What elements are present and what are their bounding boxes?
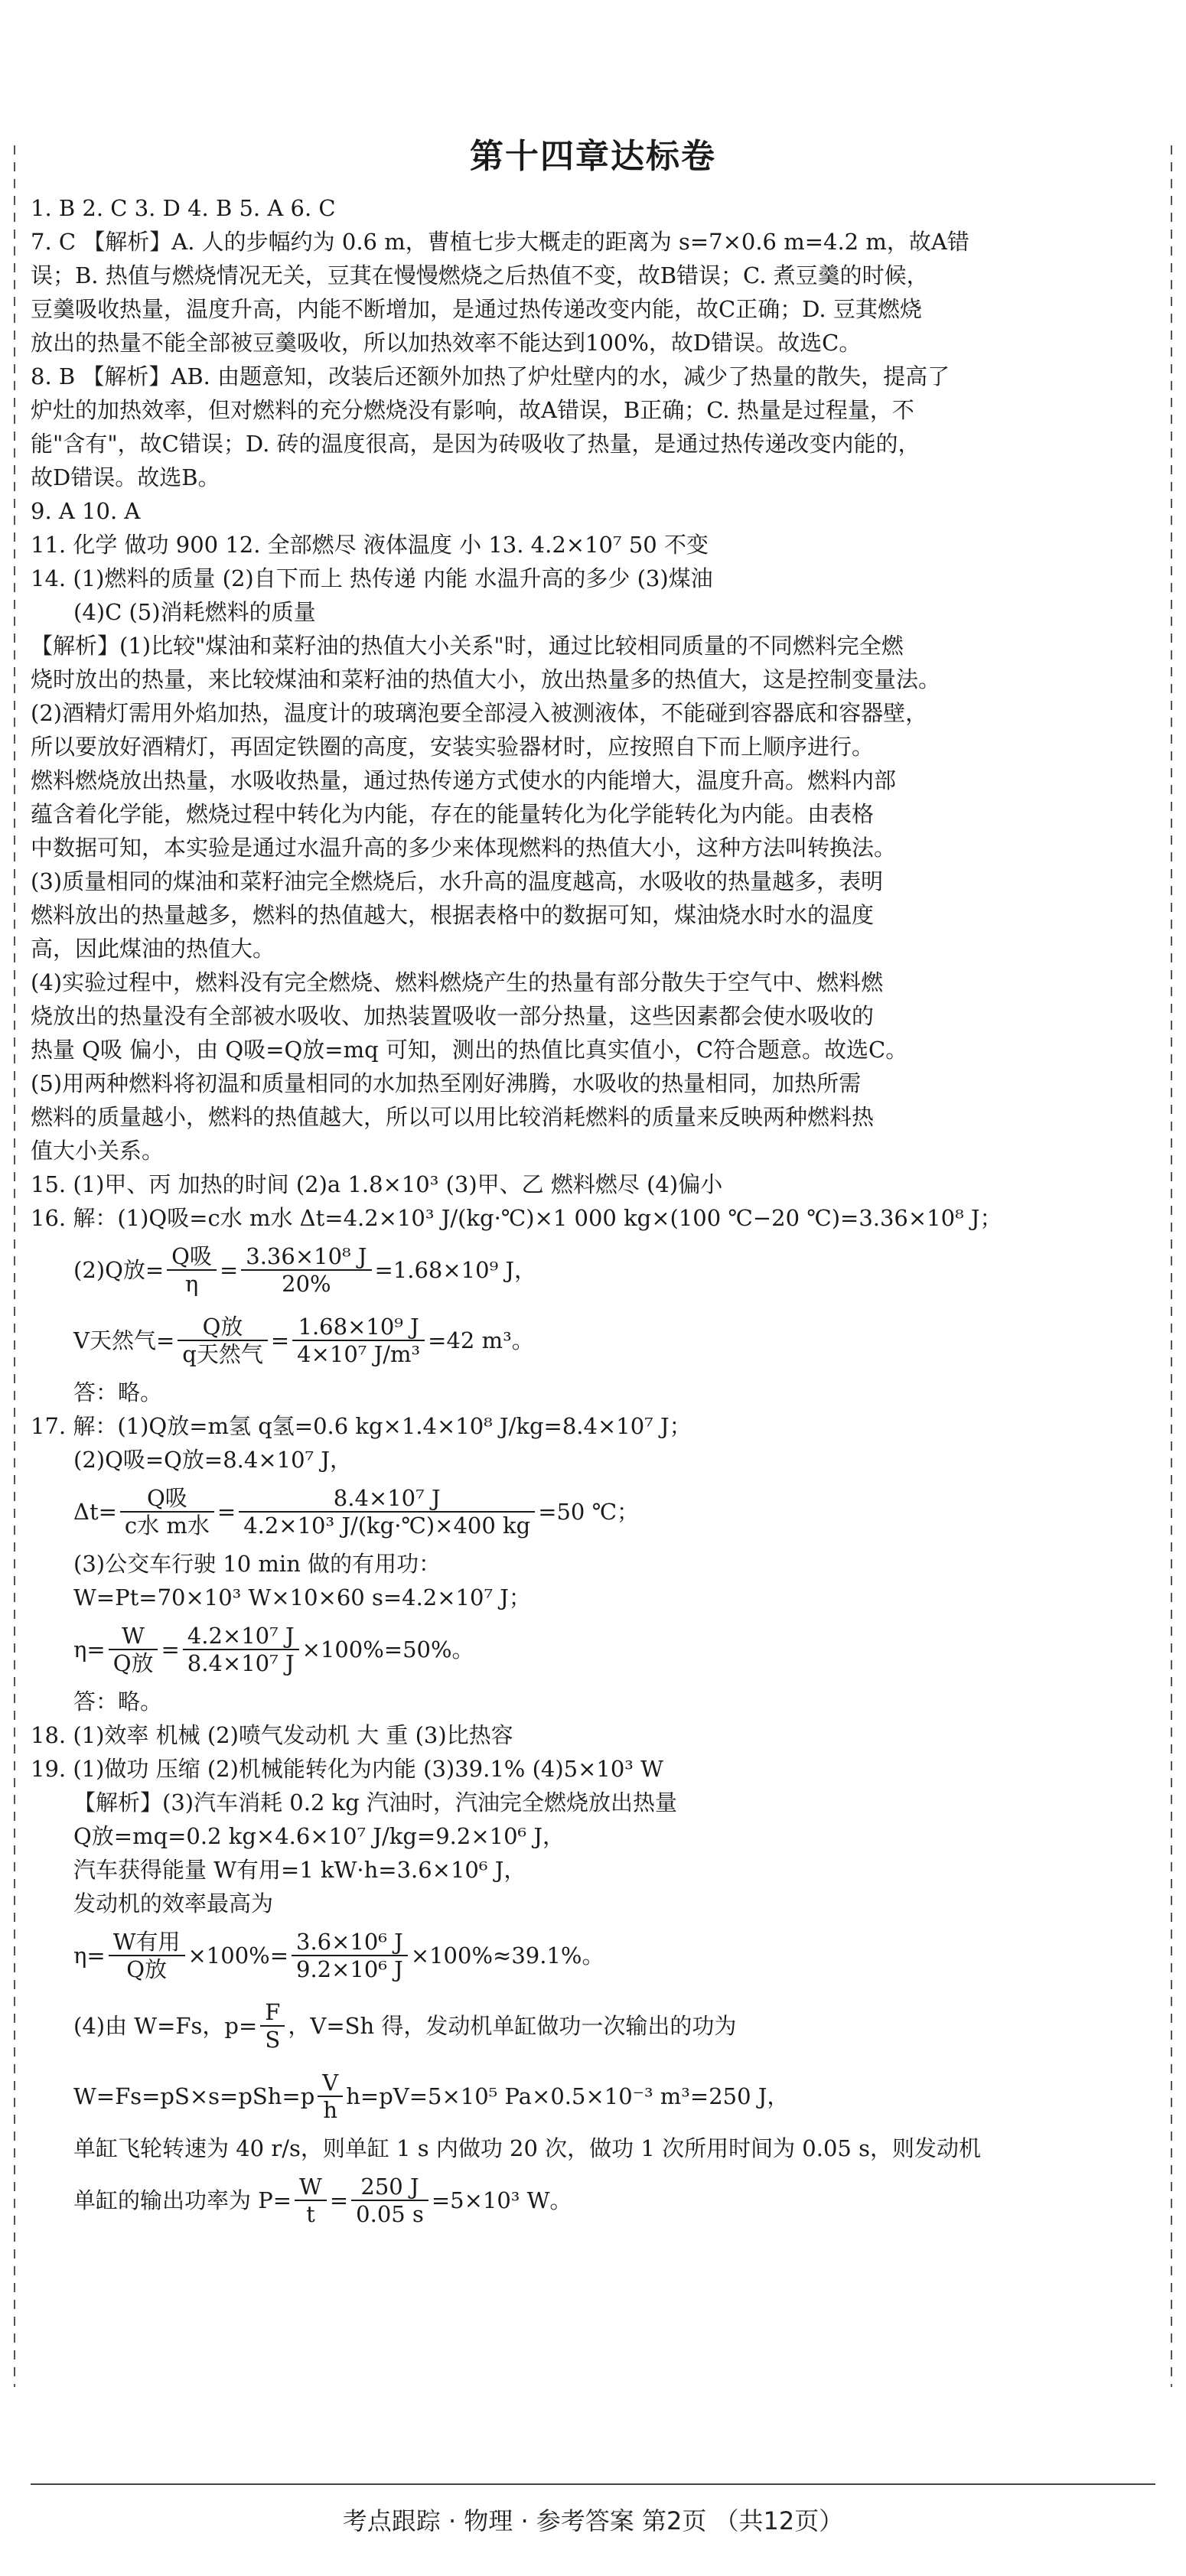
answer-omitted: 答：略。 bbox=[73, 1379, 163, 1405]
answer-line: 误；B. 热值与燃烧情况无关，豆萁在慢慢燃烧之后热值不变，故B错误；C. 煮豆羹的时候， bbox=[31, 262, 929, 288]
analysis-line: (5)用两种燃料将初温和质量相同的水加热至刚好沸腾，水吸收的热量相同，加热所需 bbox=[31, 1070, 862, 1096]
answer-line: 11. 化学 做功 900 12. 全部燃尽 液体温度 小 13. 4.2×10⁷ 50 不变 bbox=[31, 532, 709, 558]
analysis-line: 热量 Q吸 偏小，由 Q吸=Q放=mq 可知，测出的热值比真实值小，C符合题意。故选C。 bbox=[31, 1037, 908, 1063]
answer-line: W=Pt=70×10³ W×10×60 s=4.2×10⁷ J； bbox=[73, 1584, 531, 1610]
fraction: $\frac{F}{S}$ bbox=[260, 1999, 285, 2053]
fraction: $\frac{V}{h}$ bbox=[318, 2070, 343, 2123]
formula-17-dt: Δt= $\frac{\text{Q吸}}{\text{c水 m水}}$ = $\frac{\text{8.4×10⁷ J}}{\text{4.2×10³ J/(kg·℃)×400 kg}}$ =50 ℃； bbox=[73, 1485, 640, 1539]
right-dashed-border bbox=[1171, 145, 1172, 2387]
analysis-line: 值大小关系。 bbox=[31, 1138, 165, 1164]
answer-line: (3)公交车行驶 10 min 做的有用功： bbox=[73, 1551, 441, 1577]
fraction: $\frac{\text{Q吸}}{\eta}$ bbox=[167, 1243, 217, 1297]
answer-line: 8. B 【解析】AB. 由题意知，改装后还额外加热了炉灶壁内的水，减少了热量的散失，提高了 bbox=[31, 363, 950, 389]
answer-line: 19. (1)做功 压缩 (2)机械能转化为内能 (3)39.1% (4)5×10³ W bbox=[31, 1756, 663, 1782]
answer-line: 1. B 2. C 3. D 4. B 5. A 6. C bbox=[31, 195, 336, 221]
analysis-line: 燃料的质量越小，燃料的热值越大，所以可以用比较消耗燃料的质量来反映两种燃料热 bbox=[31, 1104, 875, 1130]
analysis-line: 燃料放出的热量越多，燃料的热值越大，根据表格中的数据可知，煤油烧水时水的温度 bbox=[31, 902, 875, 928]
formula-19-work: W=Fs=pS×s=pSh=p $\frac{V}{h}$ h=pV=5×10⁵ Pa×0.5×10⁻³ m³=250 J， bbox=[73, 2070, 790, 2123]
answer-content bbox=[31, 130, 1155, 2236]
fraction: $\frac{\text{Q放}}{\text{q天然气}}$ bbox=[178, 1314, 268, 1367]
analysis-line: 烧时放出的热量，来比较煤油和菜籽油的热值大小，放出热量多的热值大，这是控制变量法。 bbox=[31, 666, 941, 692]
formula-16-volume: V天然气= $\frac{\text{Q放}}{\text{q天然气}}$ = $\frac{\text{1.68×10⁹ J}}{\text{4×10⁷ J/m³}}$ =42 m³。 bbox=[73, 1314, 534, 1367]
analysis-line: Q放=mq=0.2 kg×4.6×10⁷ J/kg=9.2×10⁶ J， bbox=[73, 1823, 565, 1849]
fraction: $\frac{250 J}{0.05 s}$ bbox=[351, 2174, 428, 2227]
answer-line: 17. 解：(1)Q放=m氢 q氢=0.6 kg×1.4×10⁸ J/kg=8.4×10⁷ J； bbox=[31, 1413, 692, 1439]
answer-line: 炉灶的加热效率，但对燃料的充分燃烧没有影响，故A错误，B正确；C. 热量是过程量，不 bbox=[31, 397, 914, 423]
answer-line: 14. (1)燃料的质量 (2)自下而上 热传递 内能 水温升高的多少 (3)煤油 bbox=[31, 565, 713, 591]
analysis-line: 中数据可知，本实验是通过水温升高的多少来体现燃料的热值大小，这种方法叫转换法。 bbox=[31, 835, 897, 861]
answer-line: 9. A 10. A bbox=[31, 498, 141, 524]
fraction: $\frac{\text{3.36×10⁸ J}}{20\%}$ bbox=[241, 1243, 371, 1297]
analysis-line: 高，因此煤油的热值大。 bbox=[31, 936, 275, 962]
fraction: $\frac{\text{Q吸}}{\text{c水 m水}}$ bbox=[120, 1485, 214, 1539]
formula-19-pressure: (4)由 W=Fs，p= $\frac{F}{S}$ ，V=Sh 得，发动机单缸做功一次输出的功为 bbox=[73, 1999, 737, 2053]
answer-line: 18. (1)效率 机械 (2)喷气发动机 大 重 (3)比热容 bbox=[31, 1722, 513, 1748]
fraction: $\frac{W}{t}$ bbox=[295, 2174, 327, 2227]
answer-line: 16. 解：(1)Q吸=c水 m水 Δt=4.2×10³ J/(kg·℃)×1 000 kg×(100 ℃−20 ℃)=3.36×10⁸ J； bbox=[31, 1205, 1002, 1231]
answer-line: (2)Q吸=Q放=8.4×10⁷ J， bbox=[73, 1447, 353, 1473]
answer-line: 故D错误。故选B。 bbox=[31, 464, 220, 490]
fraction: $\frac{\text{3.6×10⁶ J}}{\text{9.2×10⁶ J}}$ bbox=[292, 1929, 408, 1982]
analysis-line: 汽车获得能量 W有用=1 kW·h=3.6×10⁶ J， bbox=[73, 1857, 526, 1883]
left-dashed-border bbox=[14, 145, 15, 2387]
formula-17-eta: η= $\frac{W}{\text{Q放}}$ = $\frac{\text{4.2×10⁷ J}}{\text{8.4×10⁷ J}}$ ×100%=50%。 bbox=[73, 1623, 474, 1676]
page-title: 第十四章达标卷 bbox=[470, 137, 716, 176]
fraction: $\frac{W}{\text{Q放}}$ bbox=[109, 1623, 158, 1676]
fraction: $\frac{\text{4.2×10⁷ J}}{\text{8.4×10⁷ J}}$ bbox=[183, 1623, 299, 1676]
analysis-line: 【解析】(1)比较"煤油和菜籽油的热值大小关系"时，通过比较相同质量的不同燃料完全燃 bbox=[31, 633, 904, 659]
analysis-line: 烧放出的热量没有全部被水吸收、加热装置吸收一部分热量，这些因素都会使水吸收的 bbox=[31, 1003, 875, 1029]
analysis-line: 蕴含着化学能，燃烧过程中转化为内能，存在的能量转化为化学能转化为内能。由表格 bbox=[31, 801, 875, 827]
formula-16-2: (2)Q放= $\frac{\text{Q吸}}{\eta}$ = $\frac{\text{3.36×10⁸ J}}{20\%}$ =1.68×10⁹ J， bbox=[73, 1243, 537, 1297]
analysis-line: (2)酒精灯需用外焰加热，温度计的玻璃泡要全部浸入被测液体，不能碰到容器底和容器壁， bbox=[31, 700, 928, 726]
answer-line: 15. (1)甲、丙 加热的时间 (2)a 1.8×10³ (3)甲、乙 燃料燃尽 (4)偏小 bbox=[31, 1171, 723, 1197]
analysis-line: (4)实验过程中，燃料没有完全燃烧、燃料燃烧产生的热量有部分散失于空气中、燃料燃 bbox=[31, 969, 884, 995]
fraction: $\frac{\text{8.4×10⁷ J}}{\text{4.2×10³ J/(kg·℃)×400 kg}}$ bbox=[239, 1485, 535, 1539]
answer-line: 豆羹吸收热量，温度升高，内能不断增加，是通过热传递改变内能，故C正确；D. 豆萁燃烧 bbox=[31, 296, 922, 322]
answer-omitted: 答：略。 bbox=[73, 1689, 163, 1715]
analysis-line: (3)质量相同的煤油和菜籽油完全燃烧后，水升高的温度越高，水吸收的热量越多，表明 bbox=[31, 868, 884, 894]
analysis-line: 所以要放好酒精灯，再固定铁圈的高度，安装实验器材时，应按照自下而上顺序进行。 bbox=[31, 734, 875, 760]
answer-line: 放出的热量不能全部被豆羹吸收，所以加热效率不能达到100%，故D错误。故选C。 bbox=[31, 330, 862, 356]
answer-line: (4)C (5)消耗燃料的质量 bbox=[73, 599, 316, 625]
footer-divider bbox=[31, 2483, 1155, 2485]
answer-line: 7. C 【解析】A. 人的步幅约为 0.6 m，曹植七步大概走的距离为 s=7×0.6 m=4.2 m，故A错 bbox=[31, 229, 969, 255]
analysis-line: 单缸飞轮转速为 40 r/s，则单缸 1 s 内做功 20 次，做功 1 次所用时间为 0.05 s，则发动机 bbox=[73, 2135, 981, 2161]
fraction: $\frac{\text{W有用}}{\text{Q放}}$ bbox=[109, 1929, 185, 1982]
formula-19-eta: η= $\frac{\text{W有用}}{\text{Q放}}$ ×100%= $\frac{\text{3.6×10⁶ J}}{\text{9.2×10⁶ J}}$ ×100%≈39.1%。 bbox=[73, 1929, 604, 1982]
formula-19-power: 单缸的输出功率为 P= $\frac{W}{t}$ = $\frac{250 J}{0.05 s}$ =5×10³ W。 bbox=[73, 2174, 572, 2227]
page-footer: 考点跟踪 · 物理 · 参考答案 第2页 （共12页） bbox=[342, 2506, 844, 2535]
analysis-line: 燃料燃烧放出热量，水吸收热量，通过热传递方式使水的内能增大，温度升高。燃料内部 bbox=[31, 767, 897, 793]
analysis-line: 发动机的效率最高为 bbox=[73, 1890, 274, 1917]
answer-line: 能"含有"，故C错误；D. 砖的温度很高，是因为砖吸收了热量，是通过热传递改变内能的， bbox=[31, 431, 920, 457]
fraction: $\frac{\text{1.68×10⁹ J}}{\text{4×10⁷ J/m³}}$ bbox=[292, 1314, 425, 1367]
analysis-line: 【解析】(3)汽车消耗 0.2 kg 汽油时，汽油完全燃烧放出热量 bbox=[73, 1790, 677, 1816]
